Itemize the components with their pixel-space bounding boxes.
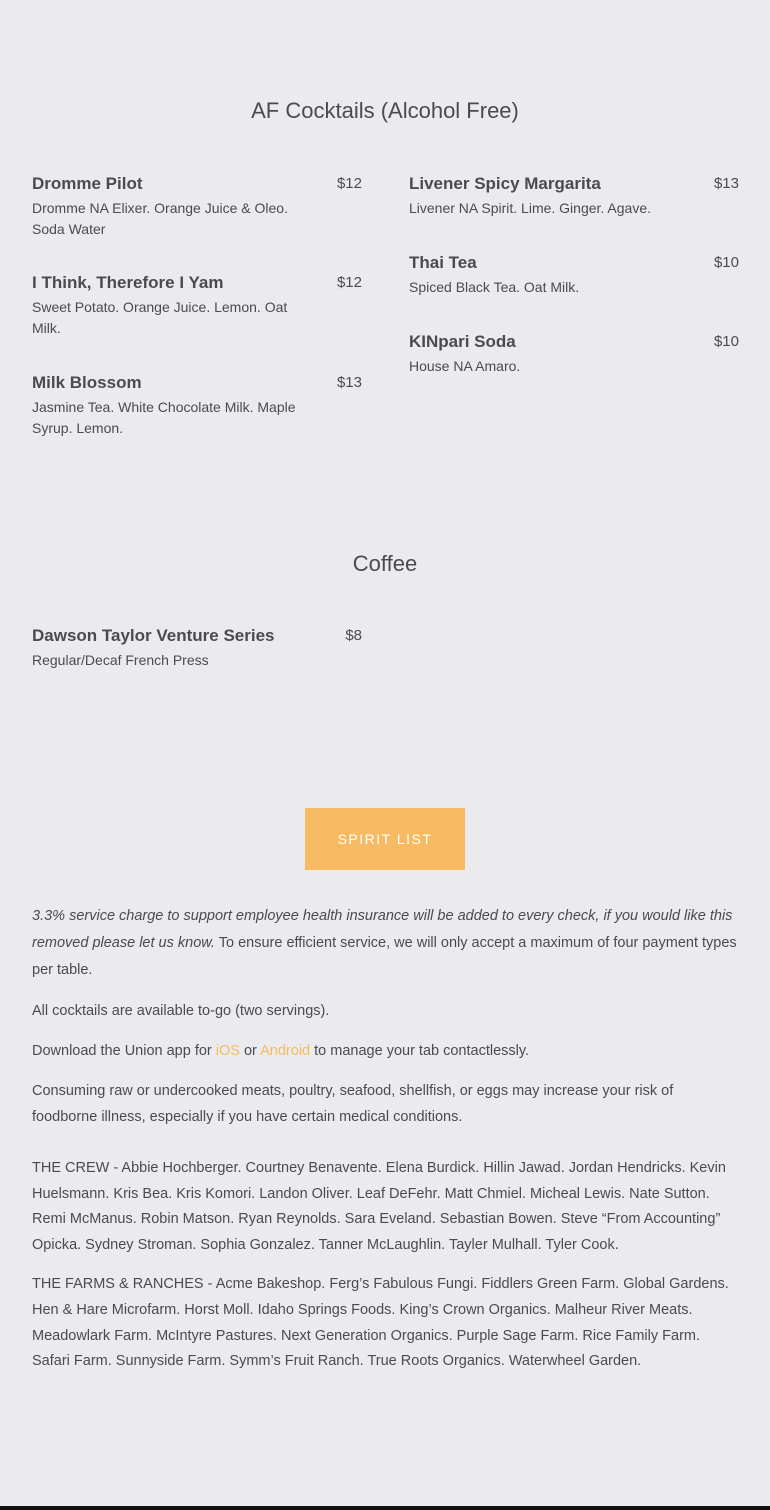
item-description: Jasmine Tea. White Chocolate Milk. Maple Syrup. Lemon. [32, 399, 296, 436]
coffee-column [32, 625, 362, 671]
app-suffix: to manage your tab contactlessly. [310, 1043, 530, 1059]
item-name: Thai Tea [409, 253, 477, 272]
menu-item [32, 372, 362, 452]
coffee-heading: Coffee [352, 551, 418, 576]
bottom-border [0, 1506, 770, 1510]
item-description: Dromme NA Elixer. Orange Juice & Oleo. Soda Water [32, 200, 288, 237]
item-price: $12 [336, 175, 362, 192]
item-description: Spiced Black Tea. Oat Milk. [409, 279, 580, 295]
item-description: Regular/Decaf French Press [32, 652, 209, 668]
menu-item [409, 173, 739, 252]
raw-food-warning: Consuming raw or undercooked meats, poultry, seafood, shellfish, or eggs may increase your risk of foodborne illness, especially if you have certain medical conditions. [32, 1083, 674, 1125]
item-description: Sweet Potato. Orange Juice. Lemon. Oat Milk. [32, 299, 288, 336]
crew-list: THE CREW - Abbie Hochberger. Courtney Benavente. Elena Burdick. Hillin Jawad. Jordan Hendricks. Kevin Huelsmann. Kris Bea. Kris Komori. Landon Oliver. Leaf DeFehr. Matt Chmiel. Micheal Lewis. Nate Sutton. Remi McManus. Robin Matson. Ryan Reynolds. Sara Eveland. Sebastian Bowen. Steve “From Accounting” Opicka. Sydney Stroman. Sophia Gonzalez. Tanner McLaughlin. Tayler Mulhall. Tyler Cook. [32, 1160, 726, 1253]
item-name: Milk Blossom [32, 373, 142, 392]
app-prefix: Download the Union app for [32, 1043, 216, 1059]
service-charge-italic: 3.3% service charge to support employee health insurance will be added to every check, if you would like this removed please let us know. [32, 908, 733, 951]
item-price: $12 [336, 274, 362, 291]
item-price: $10 [713, 254, 739, 271]
spirit-list-button[interactable]: SPIRIT LIST [305, 808, 465, 870]
af-right-column [409, 173, 739, 391]
item-name: KINpari Soda [409, 332, 516, 351]
service-charge-rest: To ensure efficient service, we will only accept a maximum of four payment types per table. [32, 935, 737, 978]
item-name: Livener Spicy Margarita [409, 174, 601, 193]
item-price: $13 [713, 175, 739, 192]
item-description: House NA Amaro. [409, 358, 521, 374]
af-left-column [32, 173, 362, 452]
item-price: $8 [345, 627, 362, 644]
android-link[interactable]: Android [260, 1043, 311, 1059]
menu-item [32, 625, 362, 671]
item-name: Dromme Pilot [32, 174, 143, 193]
item-price: $10 [713, 333, 739, 350]
menu-item [409, 331, 739, 391]
ios-link[interactable]: iOS [215, 1043, 240, 1059]
menu-item [409, 252, 739, 331]
item-name: I Think, Therefore I Yam [32, 273, 224, 292]
menu-item [32, 272, 362, 372]
item-name: Dawson Taylor Venture Series [32, 626, 275, 645]
af-cocktails-heading: AF Cocktails (Alcohol Free) [251, 98, 519, 123]
service-charge-note [32, 903, 740, 984]
menu-item [32, 173, 362, 272]
app-or: or [239, 1043, 261, 1059]
item-price: $13 [336, 374, 362, 391]
menu-notes [32, 903, 740, 1389]
item-description: Livener NA Spirit. Lime. Ginger. Agave. [409, 200, 652, 216]
farms-list: THE FARMS & RANCHES - Acme Bakeshop. Ferg’s Fabulous Fungi. Fiddlers Green Farm. Global Gardens. Hen & Hare Microfarm. Horst Moll. Idaho Springs Foods. King’s Crown Organics. Malheur River Meats. Meadowlark Farm. McIntyre Pastures. Next Generation Organics. Purple Sage Farm. Rice Family Farm. Safari Farm. Sunnyside Farm. Symm’s Fruit Ranch. True Roots Organics. Waterwheel Garden. [32, 1276, 729, 1370]
togo-note: All cocktails are available to-go (two servings). [32, 1003, 330, 1019]
app-note [32, 1038, 740, 1064]
